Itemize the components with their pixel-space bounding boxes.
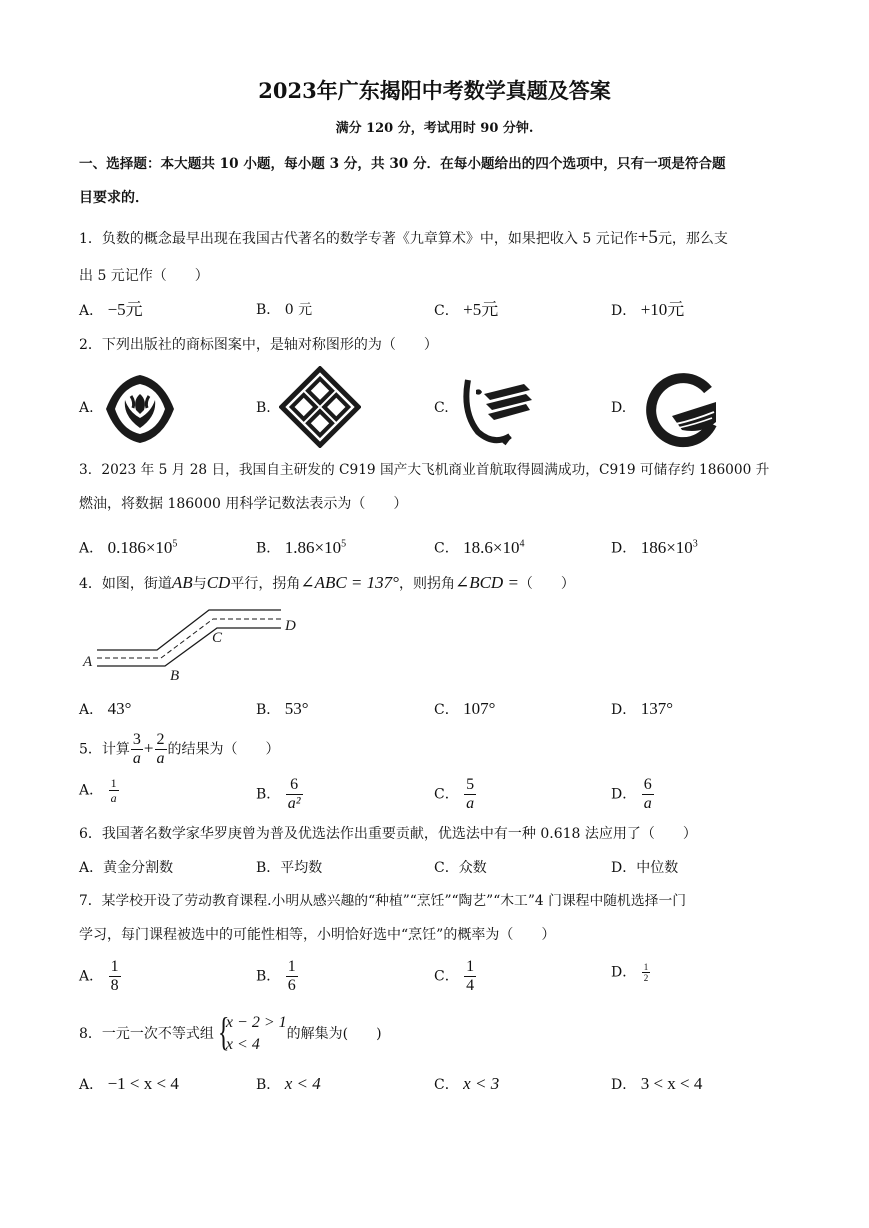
option-fraction: $\frac{1}{a}$ (110, 776, 117, 805)
page-title: 2023年广东揭阳中考数学真题及答案 (258, 78, 611, 103)
q1-option-d[interactable] (611, 300, 684, 321)
option-label: C． (434, 540, 459, 557)
option-text: $1.86\times 10^5$ (284, 537, 347, 557)
option-label: A． (79, 702, 104, 718)
option-label: C． (434, 786, 459, 803)
section-heading-cont: 目要求的． (79, 190, 149, 206)
q4-option-c[interactable] (434, 699, 495, 720)
option-label: D． (611, 1077, 637, 1093)
q8-option-b[interactable] (256, 1074, 321, 1095)
option-label: B． (256, 860, 281, 876)
option-label: D． (611, 964, 637, 981)
option-label: A． (79, 540, 104, 557)
q5-fraction-2: $\frac{2}{a}$ (156, 731, 165, 767)
option-label: C． (434, 702, 459, 718)
option-text: 黄金分割数 (103, 860, 174, 876)
question-3: 3．2023 年 5 月 28 日，我国自主研发的 C919 国产大飞机商业首航取得圆满成功，C919 可储存约 186000 升 (79, 462, 770, 478)
q4-option-b[interactable] (256, 699, 309, 720)
option-label: B． (256, 1077, 281, 1093)
option-fraction: $\frac{1}{2}$ (643, 962, 649, 983)
option-label: C． (434, 860, 459, 876)
q5-plus: + (143, 738, 154, 758)
q3-option-a[interactable] (79, 534, 177, 559)
question-1-text-a: 1．负数的概念最早出现在我国古代著名的数学专著《九章算术》中，如果把收入 5 元记作 (79, 231, 638, 247)
option-fraction: $\frac{1}{8}$ (110, 958, 119, 994)
option-fraction: $\frac{6}{\text{a²}}$ (287, 776, 301, 812)
question-5 (79, 731, 280, 768)
option-text: 137° (640, 699, 673, 718)
street-diagram (79, 602, 309, 684)
option-label: B． (256, 786, 281, 803)
q6-option-d[interactable] (611, 858, 678, 878)
option-fraction: $\frac{1}{6}$ (287, 958, 296, 994)
q4-text-1: 4．如图，街道 (79, 576, 172, 592)
option-label: D． (611, 702, 637, 718)
q2-option-b-label: B. (256, 400, 271, 416)
option-text: x < 4 (284, 1074, 321, 1093)
q6-option-b[interactable] (256, 858, 322, 878)
q6-option-c[interactable] (434, 858, 487, 878)
option-label: D． (611, 540, 637, 557)
inequality-system (214, 1009, 287, 1056)
brace-icon: { (217, 1009, 230, 1054)
option-fraction: $\frac{1}{4}$ (466, 958, 475, 994)
option-text: 43° (107, 699, 132, 718)
q5-option-d[interactable] (611, 776, 655, 813)
option-label: D． (611, 860, 637, 876)
option-text: $0.186\times 10^5$ (107, 537, 178, 557)
logo-d-g-icon[interactable] (642, 372, 722, 450)
q4-ab: AB (171, 573, 193, 592)
q2-option-d-label: D. (611, 400, 627, 416)
option-label: B． (256, 702, 281, 718)
q8-option-a[interactable] (79, 1074, 179, 1095)
option-text: 中位数 (636, 860, 679, 876)
q5-fraction-1: $\frac{3}{a}$ (132, 731, 141, 767)
question-1-plus5: +5 (637, 227, 658, 248)
option-text: 0 元 (284, 302, 313, 318)
q8-option-d[interactable] (611, 1074, 702, 1095)
q4-option-d[interactable] (611, 699, 673, 720)
fig-label-a: A (83, 654, 93, 670)
section-heading: 一、选择题：本大题共 10 小题，每小题 3 分，共 30 分．在每小题给出的四个选项中，只有一项是符合题 (79, 156, 726, 172)
option-label: C． (434, 968, 459, 985)
option-label: C． (434, 303, 459, 319)
option-label: A． (79, 782, 104, 799)
option-text: 众数 (458, 860, 487, 876)
q5-option-b[interactable] (256, 776, 304, 813)
option-text: $18.6\times 10^4$ (463, 537, 525, 557)
q8-inequality-1: x − 2 > 1 (225, 1014, 287, 1031)
q4-text-2: 与 (192, 576, 207, 592)
q2-option-a-label: A. (79, 400, 94, 416)
fig-label-b: B (170, 668, 180, 684)
option-label: B． (256, 968, 281, 985)
q3-option-c[interactable] (434, 534, 525, 559)
option-text: −1 < x < 4 (107, 1074, 179, 1093)
option-text: 3 < x < 4 (640, 1074, 703, 1093)
q2-option-c-label: C. (434, 400, 449, 416)
option-label: A． (79, 303, 104, 319)
option-text: 107° (463, 699, 496, 718)
q7-option-d[interactable] (611, 962, 651, 983)
option-text: $186\times 10^3$ (640, 537, 698, 557)
q4-cd: CD (206, 573, 231, 592)
option-label: C． (434, 1077, 459, 1093)
q4-angle-bcd: ∠BCD = (454, 573, 519, 592)
option-label: D． (611, 303, 637, 319)
q1-option-b[interactable] (256, 300, 312, 320)
option-label: A． (79, 860, 104, 876)
q4-angle-abc: ∠ABC = 137° (300, 573, 399, 592)
option-text: +10元 (640, 300, 685, 319)
q8-text-1: 8．一元一次不等式组 (79, 1026, 214, 1042)
q1-option-a[interactable] (79, 300, 143, 321)
q5-text-1: 5．计算 (79, 741, 130, 758)
q3-option-b[interactable] (256, 534, 346, 559)
option-label: B． (256, 540, 281, 557)
q7-option-a[interactable] (79, 958, 122, 995)
question-3-cont: 燃油，将数据 186000 用科学记数法表示为（ ） (79, 496, 408, 512)
question-1 (79, 228, 728, 249)
question-4 (79, 573, 575, 594)
question-7-cont: 学习，每门课程被选中的可能性相等，小明恰好选中“烹饪”的概率为（ ） (79, 927, 556, 943)
q1-option-c[interactable] (434, 300, 498, 321)
option-text: x < 3 (463, 1074, 500, 1093)
question-1-cont: 出 5 元记作（ ） (79, 268, 209, 284)
q4-text-5: （ ） (518, 576, 575, 592)
q3-option-d[interactable] (611, 534, 698, 559)
option-label: B． (256, 302, 281, 318)
page-subtitle: 满分 120 分，考试用时 90 分钟. (335, 121, 534, 136)
q8-option-c[interactable] (434, 1074, 499, 1095)
q5-text-2: 的结果为（ ） (167, 741, 280, 758)
question-1-text-b: 元，那么支 (657, 231, 728, 247)
question-6: 6．我国著名数学家华罗庚曾为普及优选法作出重要贡献，优选法中有一种 0.618 法应用了（ ） (79, 826, 697, 842)
option-label: A． (79, 968, 104, 985)
option-text: +5元 (463, 300, 499, 319)
option-text: 平均数 (280, 860, 323, 876)
question-7: 7．某学校开设了劳动教育课程.小明从感兴趣的“种植”“烹饪”“陶艺”“木工”4 门课程中随机选择一门 (79, 893, 687, 909)
q4-option-a[interactable] (79, 699, 131, 720)
option-fraction: $\frac{6}{a}$ (643, 776, 652, 812)
q7-option-c[interactable] (434, 958, 477, 995)
option-fraction: $\frac{5}{a}$ (466, 776, 475, 812)
fig-label-c: C (212, 630, 223, 646)
q6-option-a[interactable] (79, 858, 173, 878)
q8-inequality-2: x < 4 (225, 1036, 260, 1053)
option-text: 53° (284, 699, 309, 718)
option-label: D． (611, 786, 637, 803)
q5-option-c[interactable] (434, 776, 477, 813)
q4-text-4: ，则拐角 (398, 576, 455, 592)
logo-a-hands-icon[interactable] (103, 372, 177, 446)
question-8 (79, 1009, 382, 1056)
logo-c-book-icon[interactable] (460, 372, 538, 448)
q7-option-b[interactable] (256, 958, 299, 995)
option-text: −5元 (107, 300, 143, 319)
logo-b-squares-icon[interactable] (279, 366, 361, 448)
question-2: 2．下列出版社的商标图案中，是轴对称图形的为（ ） (79, 337, 438, 353)
q8-text-2: 的解集为( ) (286, 1026, 382, 1042)
q5-option-a[interactable] (79, 776, 120, 805)
fig-label-d: D (285, 618, 296, 634)
q4-text-3: 平行，拐角 (230, 576, 301, 592)
option-label: A． (79, 1077, 104, 1093)
